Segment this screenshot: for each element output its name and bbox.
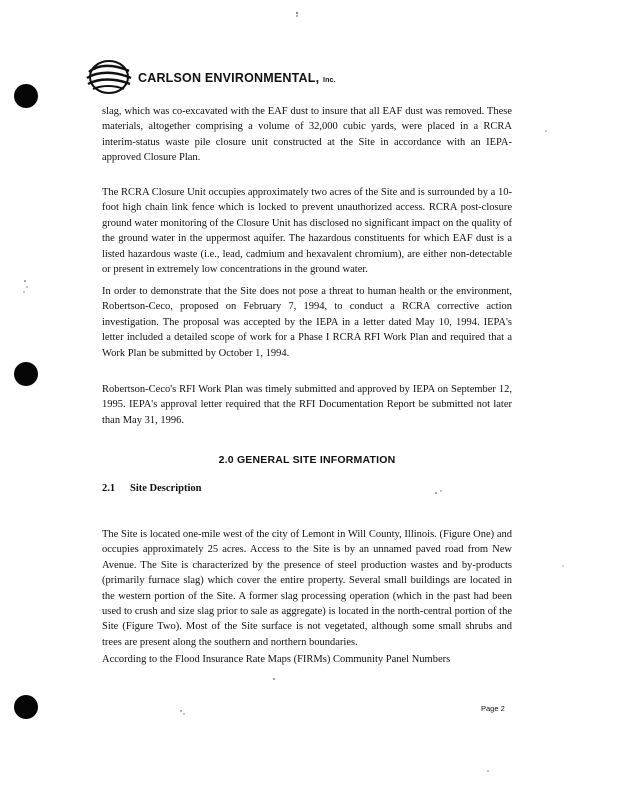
paragraph-corrective-action: In order to demonstrate that the Site does not pose a threat to human health or the environment, Robertson-Ceco, proposed on February 7, 1994, to conduct a RCRA corrective action investigation. The proposal was accepted by the IEPA in a letter dated May 10, 1994. IEPA's letter included a detailed scope of work for a Phase I RCRA RFI Work Plan and required that a Work Plan be submitted by October 1, 1994. [102, 286, 512, 359]
page-number: Page 2 [481, 704, 505, 713]
paragraph-rfi-work-plan: Robertson-Ceco's RFI Work Plan was timely submitted and approved by IEPA on September 12, 1995. IEPA's approval letter required that the RFI Documentation Report be submitted not later than May 31, 1996. [102, 384, 512, 426]
paragraph-slag: slag, which was co-excavated with the EAF dust to insure that all EAF dust was removed. These materials, altogether comprising a volume of 32,000 cubic yards, were placed in a RCRA interim-status waste pile closure unit constructed at the Site in accordance with an IEPA-approved Closure Plan. [102, 106, 512, 164]
paragraph-firm: According to the Flood Insurance Rate Maps (FIRMs) Community Panel Numbers [102, 654, 451, 665]
company-name-text: CARLSON ENVIRONMENTAL, [138, 71, 320, 85]
subsection-heading [102, 483, 201, 494]
section-heading: 2.0 GENERAL SITE INFORMATION [218, 454, 396, 466]
binder-hole-top [14, 84, 38, 108]
paragraph-site-description: The Site is located one-mile west of the city of Lemont in Will County, Illinois. (Figure One) and occupies approximately 25 acres. Access to the Site is by an unnamed paved road from New Avenue. The Site is characterized by the presence of steel production wastes and by-products (primarily furnace slag) which cover the entire property. Several small buildings are located in the western portion of the Site. A former slag processing operation (which in the past had been used to crush and size slag prior to sale as aggregate) is located in the north-central portion of the Site (Figure Two). Most of the Site surface is not vegetated, although some small shrubs and trees are present along the southern and northern boundaries. [102, 529, 512, 648]
subsection-number: 2.1 [102, 483, 116, 494]
company-suffix: Inc. [322, 77, 336, 84]
binder-hole-bottom [14, 695, 38, 719]
binder-hole-middle [14, 362, 38, 386]
company-name [138, 71, 336, 85]
paragraph-closure-unit: The RCRA Closure Unit occupies approximately two acres of the Site and is surrounded by a 10-foot high chain link fence which is locked to prevent unauthorized access. RCRA post-closure ground water monitoring of the Closure Unit has disclosed no significant impact on the quality of the ground water in the uppermost aquifer. The hazardous constituents for which EAF dust is a listed hazardous waste (i.e., lead, cadmium and hexavalent chromium), are either non-detectable or present in extremely low concentrations in the ground water. [102, 187, 512, 276]
company-logo-icon [84, 57, 134, 97]
subsection-title: Site Description [130, 483, 202, 494]
